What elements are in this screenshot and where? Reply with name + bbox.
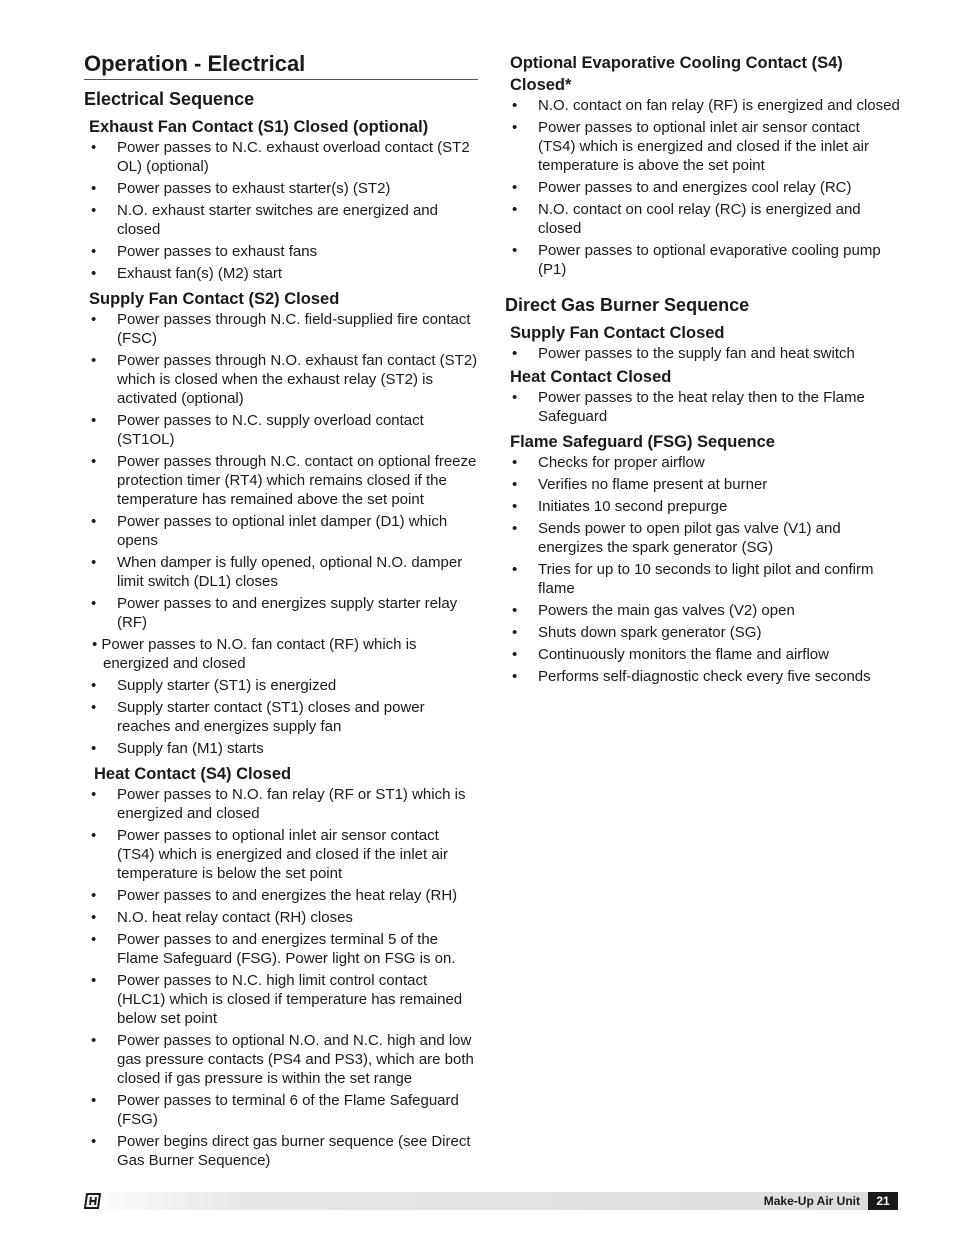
list-item: • Power passes to optional inlet air sensor contact (TS4) which is energized and closed if the inlet air temperature is above the set point: [510, 118, 900, 175]
list-item: • N.O. exhaust starter switches are energized and closed: [89, 201, 478, 239]
heat-contact-closed-list: [505, 388, 900, 426]
flame-safeguard-title: Flame Safeguard (FSG) Sequence: [510, 433, 775, 451]
list-item: • Sends power to open pilot gas valve (V1) and energizes the spark generator (SG): [510, 519, 900, 557]
list-item: • Power passes to optional inlet air sensor contact (TS4) which is energized and closed if the inlet air temperature is below the set point: [89, 826, 478, 883]
heat-contact-title: Heat Contact (S4) Closed: [94, 765, 292, 783]
supply-fan-contact-closed-title: Supply Fan Contact Closed: [510, 324, 725, 342]
list-item: • Power passes to and energizes supply starter relay (RF): [89, 594, 478, 632]
list-item: • Power passes to N.C. high limit control contact (HLC1) which is closed if temperature has remained below set point: [89, 971, 478, 1028]
electrical-sequence-title: Electrical Sequence: [84, 89, 255, 109]
list-item: • Power passes through N.C. contact on optional freeze protection timer (RT4) which remains closed if the temperature has remained above the set point: [89, 452, 478, 509]
list-item: • Power passes to terminal 6 of the Flame Safeguard (FSG): [89, 1091, 478, 1129]
list-item: • Power passes to the supply fan and heat switch: [510, 344, 900, 363]
list-item: • Verifies no flame present at burner: [510, 475, 900, 494]
list-item: • Continuously monitors the flame and airflow: [510, 645, 900, 664]
list-item: • Power passes to optional evaporative cooling pump (P1): [510, 241, 900, 279]
list-item: • Power passes through N.O. exhaust fan contact (ST2) which is closed when the exhaust relay (ST2) is activated (optional): [89, 351, 478, 408]
list-item: • Power passes to N.C. exhaust overload contact (ST2 OL) (optional): [89, 138, 478, 176]
list-item: • Power passes to exhaust fans: [89, 242, 478, 261]
page-footer: [84, 1192, 898, 1210]
evap-cooling-contact-title: Optional Evaporative Cooling Contact (S4) Closed*: [510, 54, 843, 94]
list-item: • Power passes to optional inlet damper (D1) which opens: [89, 512, 478, 550]
greenheck-logo-icon: [84, 1193, 102, 1209]
list-item: • Exhaust fan(s) (M2) start: [89, 264, 478, 283]
direct-gas-burner-title: Direct Gas Burner Sequence: [505, 295, 750, 315]
list-item: • Power passes to N.O. fan relay (RF or ST1) which is energized and closed: [89, 785, 478, 823]
list-item: • Performs self-diagnostic check every five seconds: [510, 667, 900, 686]
footer-label: Make-Up Air Unit: [763, 1194, 860, 1208]
heat-contact-list: [84, 785, 478, 1170]
list-item: • Power passes to N.C. supply overload contact (ST1OL): [89, 411, 478, 449]
list-item: • Power passes through N.C. field-supplied fire contact (FSC): [89, 310, 478, 348]
page-title: Operation - Electrical: [84, 50, 478, 80]
list-item: • Shuts down spark generator (SG): [510, 623, 900, 642]
left-column: [84, 50, 478, 1173]
heat-contact-closed-title: Heat Contact Closed: [510, 368, 672, 386]
list-item: • Power passes to and energizes cool relay (RC): [510, 178, 900, 197]
right-column: [505, 50, 900, 689]
list-item: • Supply fan (M1) starts: [89, 739, 478, 758]
list-item: • N.O. contact on fan relay (RF) is energized and closed: [510, 96, 900, 115]
list-item: • Power begins direct gas burner sequence (see Direct Gas Burner Sequence): [89, 1132, 478, 1170]
list-item: • When damper is fully opened, optional N.O. damper limit switch (DL1) closes: [89, 553, 478, 591]
exhaust-fan-contact-title: Exhaust Fan Contact (S1) Closed (optional): [89, 118, 429, 136]
list-item: • Power passes to optional N.O. and N.C. high and low gas pressure contacts (PS4 and PS3), which are both closed if gas pressure is within the set range: [89, 1031, 478, 1088]
list-item: • Power passes to and energizes terminal 5 of the Flame Safeguard (FSG). Power light on FSG is on.: [89, 930, 478, 968]
list-item: • Tries for up to 10 seconds to light pilot and confirm flame: [510, 560, 900, 598]
list-item: • Power passes to exhaust starter(s) (ST2): [89, 179, 478, 198]
page-number: 21: [868, 1192, 898, 1210]
list-item: • Checks for proper airflow: [510, 453, 900, 472]
list-item: • Power passes to the heat relay then to the Flame Safeguard: [510, 388, 900, 426]
list-item: • Powers the main gas valves (V2) open: [510, 601, 900, 620]
exhaust-fan-contact-list: [84, 138, 478, 283]
supply-fan-contact-list: [84, 310, 478, 758]
supply-fan-contact-closed-list: [505, 344, 900, 363]
evap-cooling-contact-list: [505, 96, 900, 279]
list-item: • Supply starter (ST1) is energized: [89, 676, 478, 695]
list-item: • N.O. heat relay contact (RH) closes: [89, 908, 478, 927]
list-item: • Supply starter contact (ST1) closes and power reaches and energizes supply fan: [89, 698, 478, 736]
flame-safeguard-list: [505, 453, 900, 686]
list-item: • Power passes to N.O. fan contact (RF) which is energized and closed: [92, 636, 417, 672]
list-item: • Initiates 10 second prepurge: [510, 497, 900, 516]
supply-fan-contact-title: Supply Fan Contact (S2) Closed: [89, 290, 340, 308]
list-item: • N.O. contact on cool relay (RC) is energized and closed: [510, 200, 900, 238]
list-item: • Power passes to and energizes the heat relay (RH): [89, 886, 478, 905]
